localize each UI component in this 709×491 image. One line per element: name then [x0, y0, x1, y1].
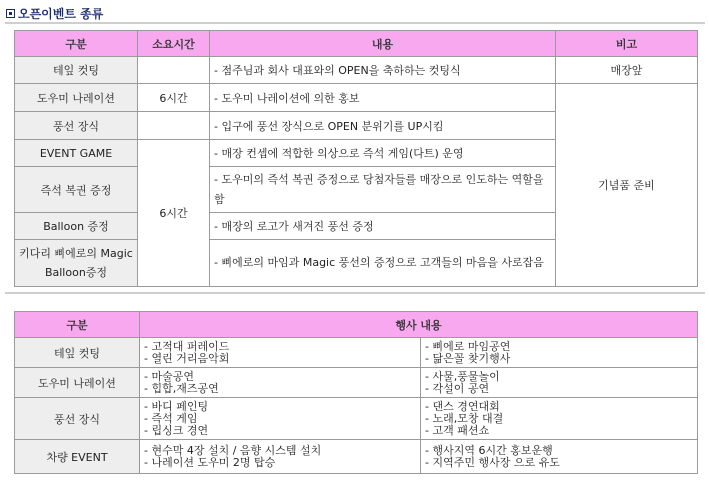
program-item: - 즉석 게임: [144, 411, 198, 425]
program-item: - 현수막 4장 설치 / 음향 시스템 설치: [144, 443, 322, 457]
header-content: 내용: [210, 31, 556, 57]
program-item: - 립싱크 경연: [144, 423, 209, 437]
header-program: 행사 내용: [140, 312, 698, 338]
row-category: 풍선 장식: [15, 112, 138, 140]
event-program-table: [14, 311, 698, 474]
program-item: - 마술공연: [144, 369, 194, 383]
row-category: 테잎 컷팅: [15, 57, 138, 84]
program-item: - 바디 페인팅: [144, 399, 209, 413]
header-category: 구분: [15, 31, 138, 57]
program-left-list: [140, 398, 421, 440]
program-category: 풍선 장식: [15, 398, 140, 440]
merged-note: 기념품 준비: [556, 84, 698, 287]
row-content: - 매장 컨셉에 적합한 의상으로 즉석 게임(다트) 운영: [210, 140, 556, 167]
row-category: EVENT GAME: [15, 140, 138, 167]
program-item: - 노래,모창 대결: [425, 411, 504, 425]
section-divider: [5, 292, 705, 294]
row-content: - 점주님과 회사 대표와의 OPEN을 축하하는 컷팅식: [210, 57, 556, 84]
program-item: - 사물,풍물놀이: [425, 369, 500, 383]
program-right-list: [421, 440, 698, 474]
row-content: - 삐에로의 마임과 Magic 풍선의 증정으로 고객들의 마음을 사로잡음: [210, 240, 556, 287]
program-item: - 삐에로 마임공연: [425, 339, 511, 353]
title-divider: [5, 22, 705, 24]
merged-duration: 6시간: [138, 140, 210, 287]
program-left-list: [140, 440, 421, 474]
row-duration: 6시간: [138, 84, 210, 112]
program-item: - 닮은꼴 찾기행사: [425, 351, 511, 365]
row-content: - 매장의 로고가 새겨진 풍선 증정: [210, 213, 556, 240]
program-item: - 지역주민 행사장 으로 유도: [425, 455, 560, 469]
section-title: [6, 4, 103, 22]
row-duration: [138, 112, 210, 140]
program-category: 차량 EVENT: [15, 440, 140, 474]
program-right-list: [421, 368, 698, 398]
row-note: 매장앞: [556, 57, 698, 84]
program-item: - 고객 패션쇼: [425, 423, 490, 437]
header-category: 구분: [15, 312, 140, 338]
program-item: - 각설이 공연: [425, 381, 490, 395]
event-types-table: [14, 30, 698, 287]
program-right-list: [421, 398, 698, 440]
program-left-list: [140, 368, 421, 398]
row-category: Balloon 증정: [15, 213, 138, 240]
program-category: 테잎 컷팅: [15, 338, 140, 368]
program-item: - 행사지역 6시간 홍보운행: [425, 443, 553, 457]
program-left-list: [140, 338, 421, 368]
program-item: - 고적대 퍼레이드: [144, 339, 230, 353]
header-note: 비고: [556, 31, 698, 57]
header-duration: 소요시간: [138, 31, 210, 57]
program-right-list: [421, 338, 698, 368]
row-content: - 도우미의 즉석 복권 증정으로 당첨자들를 매장으로 인도하는 역할을 함: [210, 167, 556, 213]
program-item: - 열린 거리음악회: [144, 351, 230, 365]
section-title-text: 오픈이벤트 종류: [18, 6, 104, 21]
row-duration: [138, 57, 210, 84]
program-item: - 댄스 경연대회: [425, 399, 500, 413]
program-item: - 힙합,재즈공연: [144, 381, 219, 395]
row-category: 키다리 삐에로의 Magic Balloon증정: [15, 240, 138, 287]
row-category: 도우미 나레이션: [15, 84, 138, 112]
program-item: - 나레이션 도우미 2명 탑승: [144, 455, 276, 469]
row-content: - 도우미 나레이션에 의한 홍보: [210, 84, 556, 112]
row-category: 즉석 복권 증정: [15, 167, 138, 213]
program-category: 도우미 나레이션: [15, 368, 140, 398]
section-bullet-icon: [6, 9, 15, 18]
row-content: - 입구에 풍선 장식으로 OPEN 분위기를 UP시킴: [210, 112, 556, 140]
